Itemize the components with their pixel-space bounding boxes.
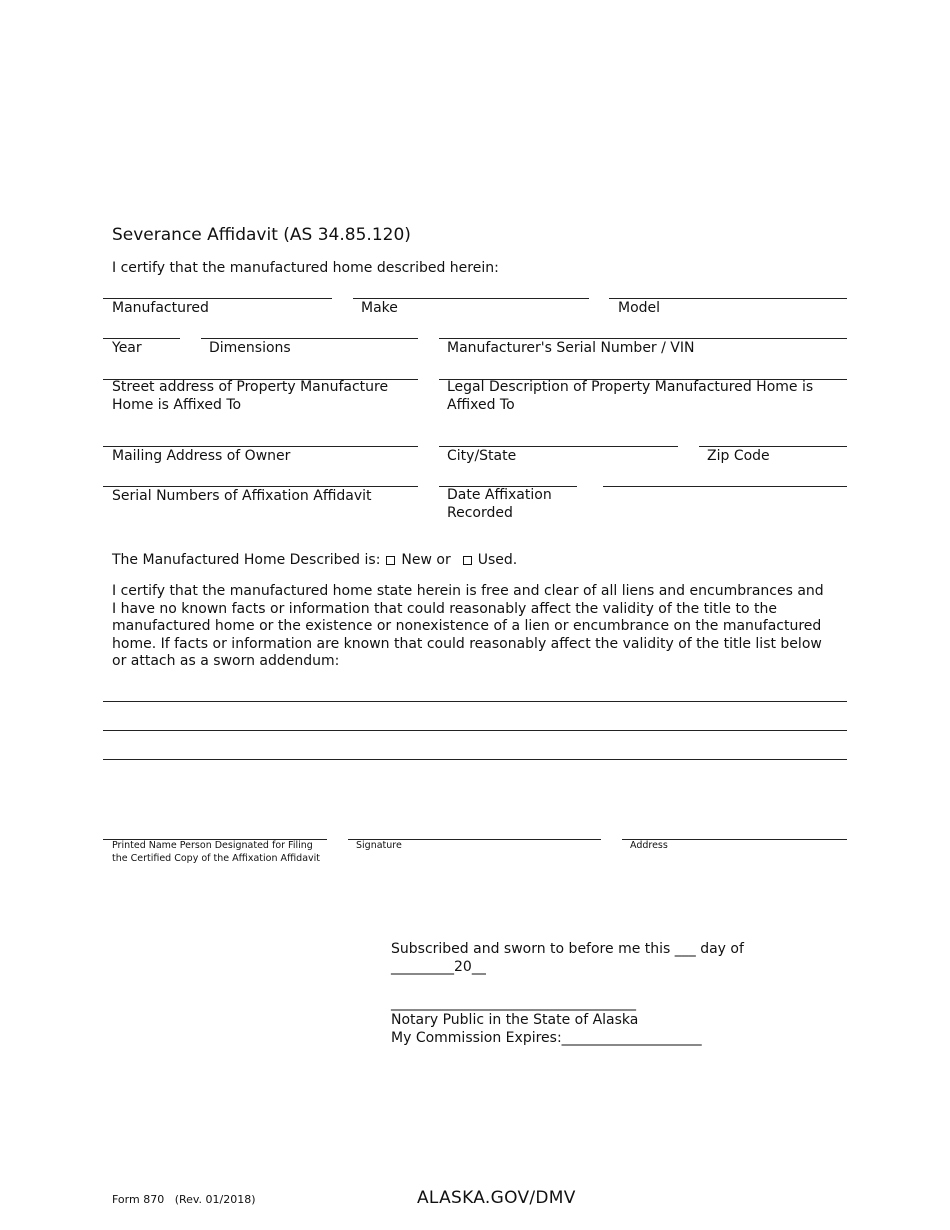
condition-prefix: The Manufactured Home Described is: — [112, 552, 381, 568]
year-label: Year — [112, 340, 142, 356]
printed-name-label-line1: Printed Name Person Designated for Filing — [112, 840, 313, 851]
mailing-address-label: Mailing Address of Owner — [112, 448, 291, 464]
serial-vin-label: Manufacturer's Serial Number / VIN — [447, 340, 695, 356]
intro-text: I certify that the manufactured home described herein: — [112, 260, 499, 276]
zip-code-label: Zip Code — [707, 448, 770, 464]
addendum-line-1[interactable] — [103, 701, 847, 702]
notary-public-label: Notary Public in the State of Alaska — [391, 1012, 639, 1028]
legal-description-label: Legal Description of Property Manufactured Home is Affixed To — [447, 379, 814, 413]
condition-row — [112, 551, 517, 569]
used-label: Used. — [477, 552, 518, 568]
form-number: Form 870 (Rev. 01/2018) — [112, 1193, 256, 1206]
certification-text: I certify that the manufactured home state herein is free and clear of all liens and encumbrances and I have no known facts or information that could reasonably affect the validity of the title to the manufactured home or the existence or nonexistence of a lien or encumbrance on the manufactured home. If facts or information are known that could reasonably affect the validity of the title list below or attach as a sworn addendum: — [112, 583, 824, 669]
address-label: Address — [630, 840, 668, 851]
signature-label: Signature — [356, 840, 402, 851]
make-label: Make — [361, 300, 398, 316]
sworn-line-1: Subscribed and sworn to before me this ___ day of — [391, 941, 744, 957]
printed-name-label — [112, 839, 320, 865]
serial-affixation-label: Serial Numbers of Affixation Affidavit — [112, 488, 372, 504]
page-title: Severance Affidavit (AS 34.85.120) — [112, 225, 411, 245]
sworn-line-2: _________20__ — [391, 959, 486, 975]
city-state-label: City/State — [447, 448, 517, 464]
extra-input-line[interactable] — [603, 486, 847, 487]
commission-expires: My Commission Expires:____________________ — [391, 1030, 702, 1046]
manufactured-label: Manufactured — [112, 300, 209, 316]
addendum-line-2[interactable] — [103, 730, 847, 731]
footer-website: ALASKA.GOV/DMV — [417, 1188, 576, 1208]
notary-signature-blank: ___________________________________ — [391, 995, 636, 1011]
street-address-label: Street address of Property Manufacture Home is Affixed To — [112, 379, 389, 413]
date-affixation-label: Date Affixation Recorded — [447, 487, 552, 521]
addendum-line-3[interactable] — [103, 759, 847, 760]
printed-name-label-line2: the Certified Copy of the Affixation Affidavit — [112, 853, 321, 864]
new-checkbox[interactable] — [386, 556, 395, 565]
new-label: New or — [401, 552, 451, 568]
dimensions-label: Dimensions — [209, 340, 291, 356]
model-label: Model — [618, 300, 661, 316]
used-checkbox[interactable] — [463, 556, 472, 565]
